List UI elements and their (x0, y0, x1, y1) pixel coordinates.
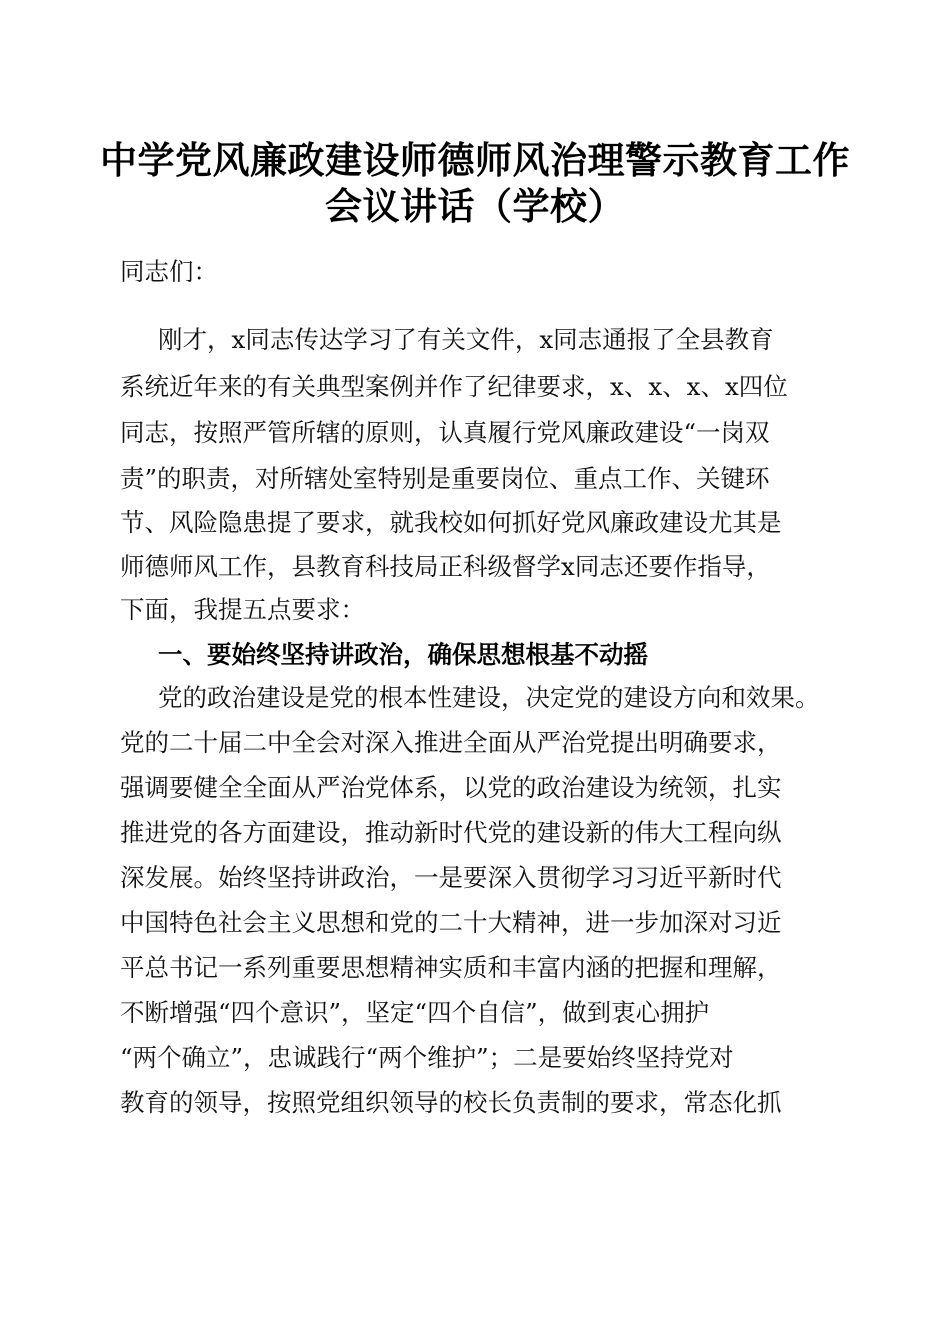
paragraph-line: 平总书记一系列重要思想精神实质和丰富内涵的把握和理解， (120, 953, 782, 982)
paragraph-line: 教育的领导，按照党组织领导的校长负责制的要求，常态化抓 (120, 1088, 782, 1117)
paragraph-line: 系统近年来的有关典型案例并作了纪律要求，x、x、x、x四位 (120, 372, 788, 401)
paragraph-line: 推进党的各方面建设，推动新时代党的建设新的伟大工程向纵 (120, 818, 782, 847)
document-title-line-1: 中学党风廉政建设师德师风治理警示教育工作 (100, 138, 850, 182)
paragraph-line: 刚才，x同志传达学习了有关文件，x同志通报了全县教育 (158, 325, 774, 354)
paragraph-line: 不断增强“四个意识”，坚定“四个自信”，做到衷心拥护 (120, 998, 710, 1027)
paragraph-line: 党的二十届二中全会对深入推进全面从严治党提出明确要求， (120, 728, 782, 757)
salutation: 同志们： (120, 257, 218, 286)
paragraph-line: 中国特色社会主义思想和党的二十大精神，进一步加深对习近 (120, 908, 782, 937)
document-title-line-2: 会议讲话（学校） (325, 184, 625, 228)
paragraph-line: 节、风险隐患提了要求，就我校如何抓好党风廉政建设尤其是 (120, 508, 782, 537)
section-heading: 一、要始终坚持讲政治，确保思想根基不动摇 (158, 640, 648, 669)
paragraph-line: 同志，按照严管所辖的原则，认真履行党风廉政建设“一岗双 (120, 418, 770, 447)
paragraph-line: 党的政治建设是党的根本性建设，决定党的建设方向和效果。 (158, 683, 820, 712)
paragraph-line: 强调要健全全面从严治党体系，以党的政治建设为统领，扎实 (120, 773, 782, 802)
paragraph-line: 责”的职责，对所辖处室特别是重要岗位、重点工作、关键环 (120, 464, 770, 493)
paragraph-line: 深发展。始终坚持讲政治，一是要深入贯彻学习习近平新时代 (120, 863, 782, 892)
paragraph-line: 下面，我提五点要求： (120, 595, 365, 624)
paragraph-line: 师德师风工作，县教育科技局正科级督学x同志还要作指导， (120, 552, 771, 581)
paragraph-line: “两个确立”，忠诚践行“两个维护”；二是要始终坚持党对 (120, 1043, 734, 1072)
